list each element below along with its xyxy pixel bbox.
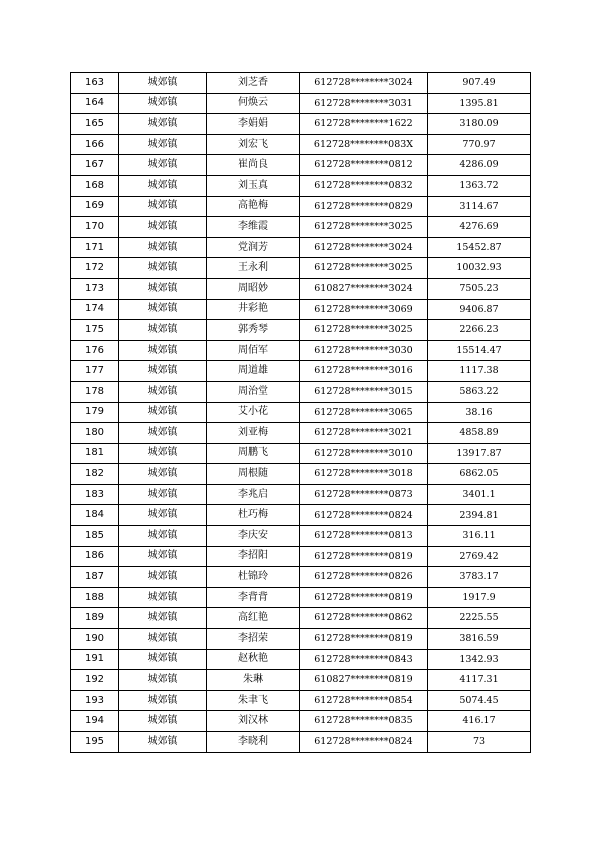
- cell-town: 城郊镇: [119, 155, 207, 176]
- cell-person-name: 李庆安: [207, 526, 300, 547]
- cell-town: 城郊镇: [119, 402, 207, 423]
- cell-person-name: 周根随: [207, 464, 300, 485]
- cell-id-number: 612728********3030: [300, 340, 428, 361]
- table-row: [71, 711, 531, 732]
- cell-person-name: 周佰军: [207, 340, 300, 361]
- table-row: [71, 361, 531, 382]
- cell-id-number: 612728********0829: [300, 196, 428, 217]
- cell-amount: 2394.81: [428, 505, 531, 526]
- cell-amount: 3783.17: [428, 567, 531, 588]
- cell-serial-number: 182: [71, 464, 119, 485]
- cell-id-number: 612728********083X: [300, 134, 428, 155]
- cell-serial-number: 176: [71, 340, 119, 361]
- cell-amount: 10032.93: [428, 258, 531, 279]
- cell-amount: 1395.81: [428, 93, 531, 114]
- cell-id-number: 612728********3016: [300, 361, 428, 382]
- cell-serial-number: 194: [71, 711, 119, 732]
- cell-person-name: 朱琳: [207, 670, 300, 691]
- cell-amount: 9406.87: [428, 299, 531, 320]
- cell-id-number: 612728********0843: [300, 649, 428, 670]
- cell-amount: 2769.42: [428, 546, 531, 567]
- cell-person-name: 周昭妙: [207, 278, 300, 299]
- cell-amount: 7505.23: [428, 278, 531, 299]
- cell-town: 城郊镇: [119, 546, 207, 567]
- table-row: [71, 381, 531, 402]
- cell-amount: 1363.72: [428, 175, 531, 196]
- cell-amount: 416.17: [428, 711, 531, 732]
- cell-town: 城郊镇: [119, 567, 207, 588]
- cell-serial-number: 179: [71, 402, 119, 423]
- cell-serial-number: 190: [71, 629, 119, 650]
- cell-serial-number: 170: [71, 217, 119, 238]
- cell-town: 城郊镇: [119, 649, 207, 670]
- cell-person-name: 刘宏飞: [207, 134, 300, 155]
- cell-serial-number: 171: [71, 237, 119, 258]
- cell-town: 城郊镇: [119, 278, 207, 299]
- cell-person-name: 赵秋艳: [207, 649, 300, 670]
- cell-town: 城郊镇: [119, 114, 207, 135]
- cell-person-name: 刘亚梅: [207, 423, 300, 444]
- table-row: [71, 402, 531, 423]
- cell-serial-number: 189: [71, 608, 119, 629]
- table-row: [71, 196, 531, 217]
- cell-serial-number: 185: [71, 526, 119, 547]
- cell-person-name: 杜巧梅: [207, 505, 300, 526]
- table-row: [71, 587, 531, 608]
- cell-id-number: 612728********0854: [300, 690, 428, 711]
- cell-town: 城郊镇: [119, 258, 207, 279]
- cell-town: 城郊镇: [119, 629, 207, 650]
- cell-town: 城郊镇: [119, 608, 207, 629]
- cell-id-number: 612728********3065: [300, 402, 428, 423]
- cell-amount: 2266.23: [428, 320, 531, 341]
- cell-serial-number: 183: [71, 484, 119, 505]
- cell-town: 城郊镇: [119, 464, 207, 485]
- cell-person-name: 党润芳: [207, 237, 300, 258]
- cell-serial-number: 195: [71, 732, 119, 753]
- cell-serial-number: 168: [71, 175, 119, 196]
- cell-amount: 4276.69: [428, 217, 531, 238]
- cell-id-number: 612728********3010: [300, 443, 428, 464]
- table-row: [71, 340, 531, 361]
- cell-town: 城郊镇: [119, 217, 207, 238]
- cell-serial-number: 164: [71, 93, 119, 114]
- cell-person-name: 李招阳: [207, 546, 300, 567]
- cell-town: 城郊镇: [119, 93, 207, 114]
- data-table: [70, 72, 531, 753]
- cell-id-number: 612728********0826: [300, 567, 428, 588]
- cell-amount: 38.16: [428, 402, 531, 423]
- cell-id-number: 612728********0873: [300, 484, 428, 505]
- cell-town: 城郊镇: [119, 196, 207, 217]
- cell-id-number: 612728********0812: [300, 155, 428, 176]
- table-row: [71, 546, 531, 567]
- cell-town: 城郊镇: [119, 711, 207, 732]
- cell-person-name: 何焕云: [207, 93, 300, 114]
- cell-serial-number: 166: [71, 134, 119, 155]
- cell-id-number: 612728********3025: [300, 217, 428, 238]
- table-row: [71, 217, 531, 238]
- cell-serial-number: 192: [71, 670, 119, 691]
- table-row: [71, 629, 531, 650]
- table-row: [71, 484, 531, 505]
- table-row: [71, 443, 531, 464]
- cell-town: 城郊镇: [119, 670, 207, 691]
- cell-amount: 4117.31: [428, 670, 531, 691]
- cell-person-name: 李维霞: [207, 217, 300, 238]
- cell-serial-number: 187: [71, 567, 119, 588]
- table-row: [71, 320, 531, 341]
- cell-person-name: 李兆启: [207, 484, 300, 505]
- cell-amount: 3401.1: [428, 484, 531, 505]
- cell-amount: 4858.89: [428, 423, 531, 444]
- cell-town: 城郊镇: [119, 505, 207, 526]
- cell-id-number: 612728********0862: [300, 608, 428, 629]
- cell-town: 城郊镇: [119, 175, 207, 196]
- cell-id-number: 612728********3021: [300, 423, 428, 444]
- table-row: [71, 278, 531, 299]
- cell-person-name: 井彩艳: [207, 299, 300, 320]
- table-row: [71, 237, 531, 258]
- table-row: [71, 73, 531, 94]
- cell-person-name: 周鹏飞: [207, 443, 300, 464]
- table-row: [71, 114, 531, 135]
- cell-serial-number: 193: [71, 690, 119, 711]
- cell-serial-number: 188: [71, 587, 119, 608]
- cell-town: 城郊镇: [119, 237, 207, 258]
- table-row: [71, 93, 531, 114]
- cell-town: 城郊镇: [119, 381, 207, 402]
- cell-town: 城郊镇: [119, 690, 207, 711]
- cell-serial-number: 180: [71, 423, 119, 444]
- cell-town: 城郊镇: [119, 361, 207, 382]
- cell-person-name: 高艳梅: [207, 196, 300, 217]
- table-row: [71, 155, 531, 176]
- table-row: [71, 670, 531, 691]
- cell-serial-number: 174: [71, 299, 119, 320]
- cell-town: 城郊镇: [119, 299, 207, 320]
- cell-person-name: 郭秀琴: [207, 320, 300, 341]
- cell-serial-number: 173: [71, 278, 119, 299]
- table-row: [71, 505, 531, 526]
- cell-serial-number: 178: [71, 381, 119, 402]
- table-row: [71, 464, 531, 485]
- cell-id-number: 612728********3024: [300, 237, 428, 258]
- cell-amount: 3180.09: [428, 114, 531, 135]
- cell-amount: 13917.87: [428, 443, 531, 464]
- cell-amount: 2225.55: [428, 608, 531, 629]
- cell-amount: 4286.09: [428, 155, 531, 176]
- table-row: [71, 526, 531, 547]
- cell-person-name: 杜锦玲: [207, 567, 300, 588]
- table-row: [71, 423, 531, 444]
- cell-id-number: 612728********3069: [300, 299, 428, 320]
- cell-id-number: 612728********3024: [300, 73, 428, 94]
- cell-serial-number: 177: [71, 361, 119, 382]
- cell-amount: 907.49: [428, 73, 531, 94]
- cell-amount: 770.97: [428, 134, 531, 155]
- cell-town: 城郊镇: [119, 587, 207, 608]
- table-body: [71, 73, 531, 753]
- cell-amount: 15514.47: [428, 340, 531, 361]
- cell-person-name: 李娟娟: [207, 114, 300, 135]
- cell-id-number: 610827********0819: [300, 670, 428, 691]
- cell-town: 城郊镇: [119, 340, 207, 361]
- cell-town: 城郊镇: [119, 73, 207, 94]
- cell-id-number: 612728********0835: [300, 711, 428, 732]
- cell-amount: 3816.59: [428, 629, 531, 650]
- cell-id-number: 612728********0819: [300, 546, 428, 567]
- cell-town: 城郊镇: [119, 423, 207, 444]
- cell-id-number: 612728********3015: [300, 381, 428, 402]
- cell-amount: 1917.9: [428, 587, 531, 608]
- cell-id-number: 612728********3025: [300, 258, 428, 279]
- cell-person-name: 李招荣: [207, 629, 300, 650]
- cell-serial-number: 181: [71, 443, 119, 464]
- cell-person-name: 李背背: [207, 587, 300, 608]
- cell-id-number: 612728********0824: [300, 732, 428, 753]
- cell-town: 城郊镇: [119, 484, 207, 505]
- cell-serial-number: 186: [71, 546, 119, 567]
- cell-town: 城郊镇: [119, 732, 207, 753]
- table-row: [71, 258, 531, 279]
- table-row: [71, 732, 531, 753]
- cell-serial-number: 165: [71, 114, 119, 135]
- cell-id-number: 612728********0819: [300, 587, 428, 608]
- cell-amount: 5074.45: [428, 690, 531, 711]
- cell-id-number: 612728********0832: [300, 175, 428, 196]
- cell-town: 城郊镇: [119, 443, 207, 464]
- cell-id-number: 612728********3018: [300, 464, 428, 485]
- cell-id-number: 612728********3025: [300, 320, 428, 341]
- cell-town: 城郊镇: [119, 134, 207, 155]
- cell-town: 城郊镇: [119, 526, 207, 547]
- cell-amount: 15452.87: [428, 237, 531, 258]
- cell-amount: 3114.67: [428, 196, 531, 217]
- cell-id-number: 612728********0813: [300, 526, 428, 547]
- cell-town: 城郊镇: [119, 320, 207, 341]
- cell-serial-number: 169: [71, 196, 119, 217]
- cell-id-number: 612728********0819: [300, 629, 428, 650]
- table-row: [71, 649, 531, 670]
- cell-amount: 316.11: [428, 526, 531, 547]
- cell-person-name: 李晓利: [207, 732, 300, 753]
- cell-person-name: 艾小花: [207, 402, 300, 423]
- cell-serial-number: 163: [71, 73, 119, 94]
- cell-serial-number: 175: [71, 320, 119, 341]
- cell-amount: 1117.38: [428, 361, 531, 382]
- cell-person-name: 刘汉林: [207, 711, 300, 732]
- cell-id-number: 612728********3031: [300, 93, 428, 114]
- cell-serial-number: 191: [71, 649, 119, 670]
- table-row: [71, 175, 531, 196]
- cell-person-name: 刘芝香: [207, 73, 300, 94]
- cell-serial-number: 172: [71, 258, 119, 279]
- cell-person-name: 周治堂: [207, 381, 300, 402]
- table-row: [71, 567, 531, 588]
- table-row: [71, 299, 531, 320]
- cell-amount: 6862.05: [428, 464, 531, 485]
- cell-amount: 73: [428, 732, 531, 753]
- table-row: [71, 690, 531, 711]
- cell-id-number: 612728********1622: [300, 114, 428, 135]
- table-row: [71, 134, 531, 155]
- cell-person-name: 周道雄: [207, 361, 300, 382]
- table-row: [71, 608, 531, 629]
- cell-id-number: 610827********3024: [300, 278, 428, 299]
- cell-amount: 1342.93: [428, 649, 531, 670]
- cell-serial-number: 184: [71, 505, 119, 526]
- cell-amount: 5863.22: [428, 381, 531, 402]
- cell-person-name: 刘玉真: [207, 175, 300, 196]
- cell-person-name: 王永利: [207, 258, 300, 279]
- cell-person-name: 朱聿飞: [207, 690, 300, 711]
- cell-serial-number: 167: [71, 155, 119, 176]
- cell-person-name: 高红艳: [207, 608, 300, 629]
- cell-person-name: 崔尚良: [207, 155, 300, 176]
- cell-id-number: 612728********0824: [300, 505, 428, 526]
